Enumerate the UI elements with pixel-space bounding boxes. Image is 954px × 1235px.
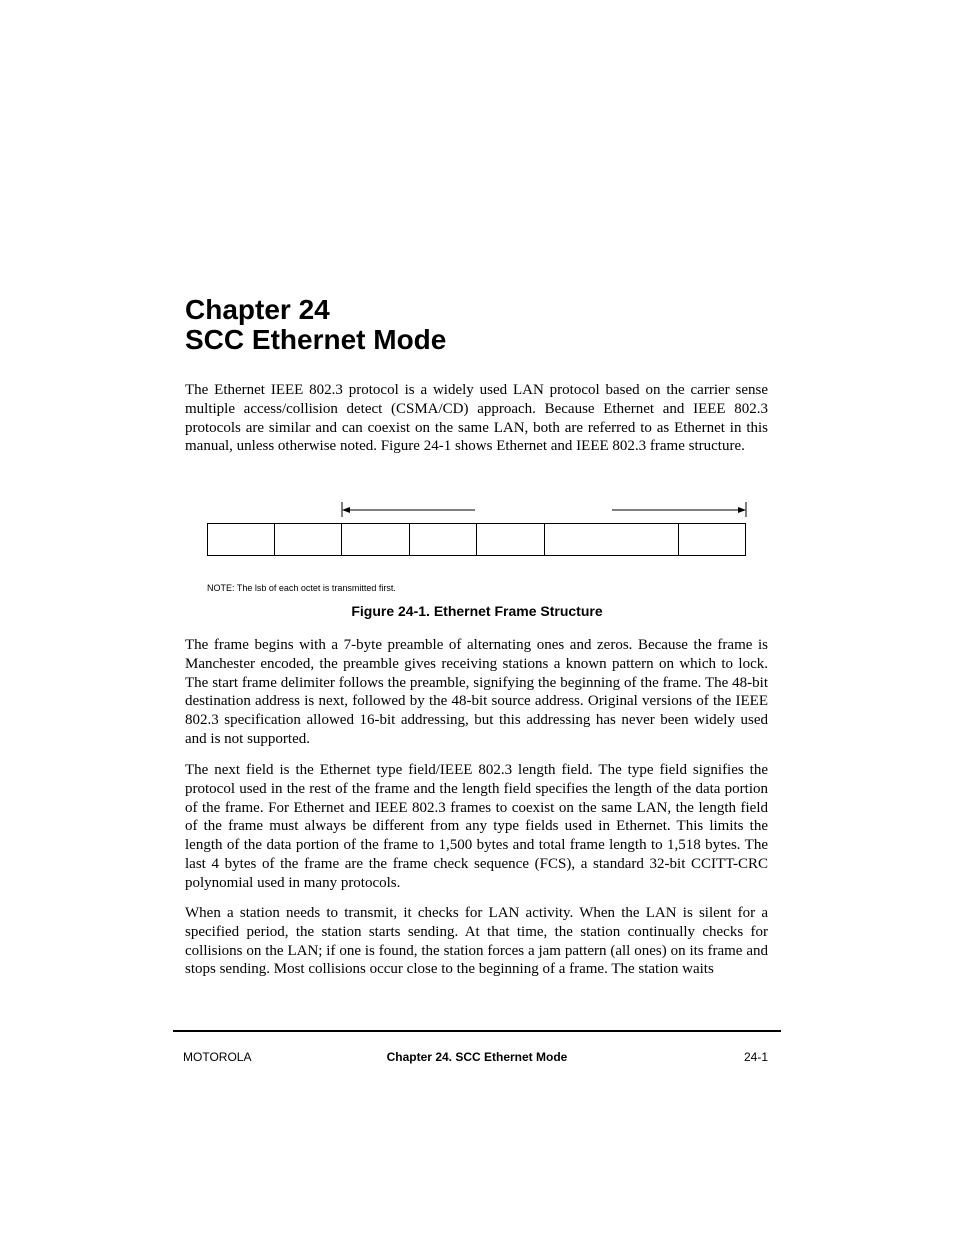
frame-paragraph: The frame begins with a 7-byte preamble of alternating ones and zeros. Because the frame is Manchester encoded, the preamble gives receiving stations a known pattern on which to lock. The start frame delimiter follows the preamble, signifying the beginning of the frame. The 48-bit destination address is next, followed by the 48-bit source address. Original versions of the IEEE 802.3 specification allowed 16-bit addressing, but this addressing has never been widely used and is not supported. bbox=[185, 637, 768, 747]
frame-field-6 bbox=[545, 524, 679, 556]
footer-rule bbox=[173, 1030, 781, 1032]
span-left-arrowhead bbox=[342, 507, 350, 513]
frame-field-3 bbox=[342, 524, 410, 556]
chapter-number: Chapter 24 bbox=[185, 294, 330, 325]
ethernet-frame-diagram bbox=[0, 495, 954, 565]
figure-note: NOTE: The lsb of each octet is transmitted first. bbox=[207, 583, 396, 593]
frame-fields bbox=[208, 524, 746, 556]
intro-paragraph: The Ethernet IEEE 802.3 protocol is a widely used LAN protocol based on the carrier sense multiple access/collision detect (CSMA/CD) approach. Because Ethernet and IEEE 802.3 protocols are similar and can coexist on the same LAN, both are referred to as Ethernet in this manual, unless otherwise noted. Figure 24-1 shows Ethernet and IEEE 802.3 frame structure. bbox=[185, 382, 768, 455]
footer-page-number: 24-1 bbox=[743, 1050, 768, 1064]
frame-field-1 bbox=[208, 524, 275, 556]
frame-field-4 bbox=[410, 524, 477, 556]
frame-field-5 bbox=[477, 524, 545, 556]
frame-field-7 bbox=[679, 524, 746, 556]
frame-span-arrow bbox=[342, 502, 746, 517]
length-paragraph: The next field is the Ethernet type field/IEEE 802.3 length field. The type field signifies the protocol used in the rest of the frame and the length field specifies the length of the data portion of the frame. For Ethernet and IEEE 802.3 frames to coexist on the same LAN, the length field of the frame must always be different from any type fields used in Ethernet. This limits the length of the data portion of the frame to 1,500 bytes and total frame length to 1,518 bytes. The last 4 bytes of the frame are the frame check sequence (FCS), a standard 32-bit CCITT-CRC polynomial used in many protocols. bbox=[185, 762, 768, 891]
frame-field-2 bbox=[275, 524, 342, 556]
span-right-arrowhead bbox=[738, 507, 746, 513]
footer-publisher: MOTOROLA bbox=[183, 1050, 252, 1064]
chapter-name: SCC Ethernet Mode bbox=[185, 324, 447, 355]
figure-caption: Figure 24-1. Ethernet Frame Structure bbox=[351, 603, 603, 619]
chapter-title bbox=[185, 295, 446, 355]
transmit-paragraph: When a station needs to transmit, it checks for LAN activity. When the LAN is silent for a specified period, the station starts sending. At that time, the station continually checks for collisions on the LAN; if one is found, the station forces a jam pattern (all ones) on its frame and stops sending. Most collisions occur close to the beginning of a frame. The station waits bbox=[185, 905, 768, 978]
footer-chapter-title: Chapter 24. SCC Ethernet Mode bbox=[386, 1050, 568, 1064]
